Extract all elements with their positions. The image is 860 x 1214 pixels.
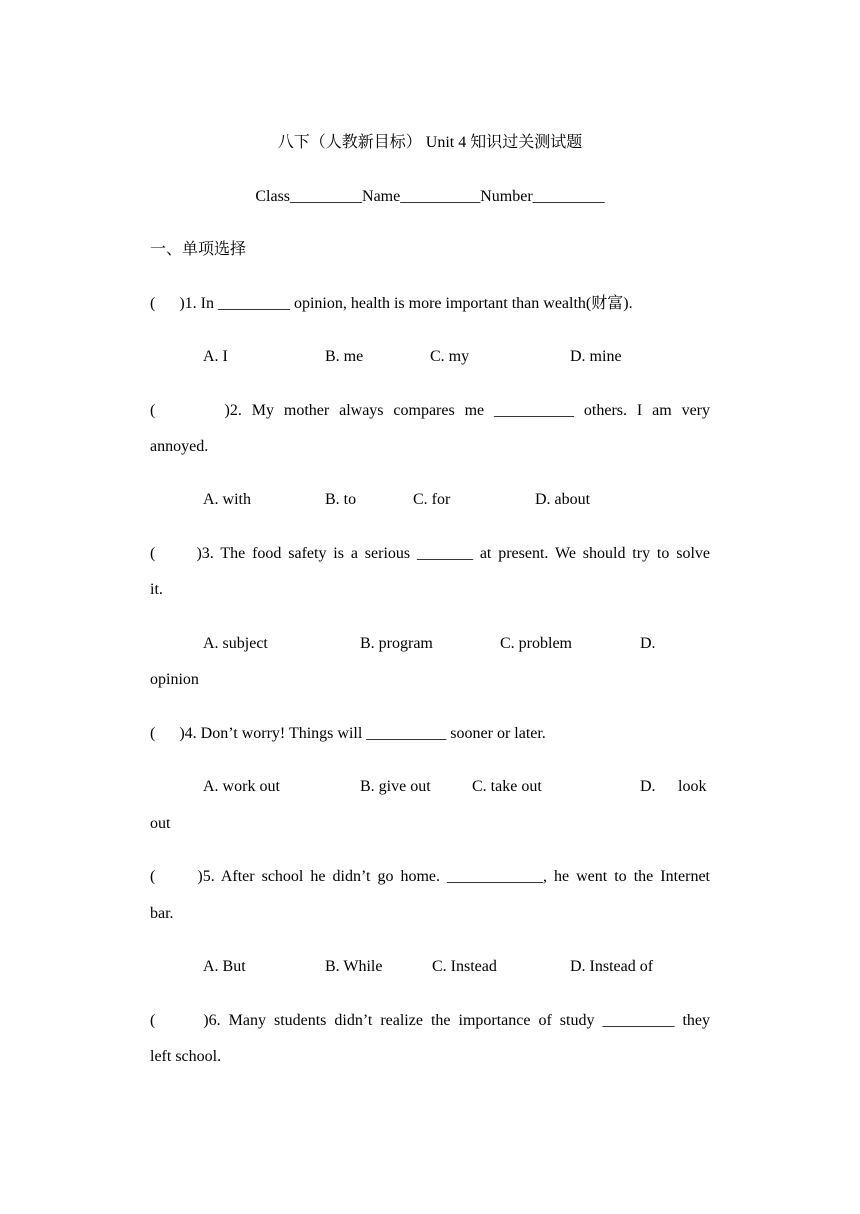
question-5-stem-line-2: bar. — [150, 905, 174, 922]
question-5-option-a: A. But — [203, 958, 246, 975]
question-4-option-d-text: look — [678, 778, 707, 795]
question-3-option-d: D. — [640, 635, 656, 652]
question-4-option-c: C. take out — [472, 778, 542, 795]
question-5-option-b: B. While — [325, 958, 383, 975]
question-2-option-d: D. about — [535, 491, 591, 508]
question-4-option-b: B. give out — [360, 778, 431, 795]
question-3-option-b: B. program — [360, 635, 433, 652]
question-1-stem: ( )1. In _________ opinion, health is more important than wealth(财富). — [150, 295, 633, 312]
question-1-option-b: B. me — [325, 348, 364, 365]
question-1-option-a: A. I — [203, 348, 228, 365]
question-2-option-b: B. to — [325, 491, 357, 508]
question-5-option-d: D. Instead of — [570, 958, 654, 975]
student-info-line: Class_________Name__________Number_________ — [255, 188, 605, 205]
question-4-option-d-wrap: out — [150, 815, 171, 832]
question-3-option-d-wrap: opinion — [150, 671, 199, 688]
question-1-option-c: C. my — [430, 348, 470, 365]
question-3-stem-line-2: it. — [150, 581, 163, 598]
question-3-option-a: A. subject — [203, 635, 268, 652]
page-title: 八下（人教新目标） Unit 4 知识过关测试题 — [277, 134, 583, 151]
question-2-stem-line-1: ( )2. My mother always compares me __________ others. I am very — [150, 402, 710, 419]
question-3-option-c: C. problem — [500, 635, 572, 652]
question-4-option-d: D. — [640, 778, 656, 795]
question-5-option-c: C. Instead — [432, 958, 497, 975]
question-4-stem: ( )4. Don’t worry! Things will __________ sooner or later. — [150, 725, 546, 742]
question-2-option-a: A. with — [203, 491, 251, 508]
question-5-stem-line-1: ( )5. After school he didn’t go home. ____________, he went to the Internet — [150, 868, 710, 885]
question-1-option-d: D. mine — [570, 348, 622, 365]
question-6-stem-line-2: left school. — [150, 1048, 222, 1065]
question-2-option-c: C. for — [413, 491, 451, 508]
question-6-stem-line-1: ( )6. Many students didn’t realize the importance of study _________ they — [150, 1012, 710, 1029]
section-heading: 一、单项选择 — [150, 241, 247, 258]
question-4-option-a: A. work out — [203, 778, 280, 795]
question-3-stem-line-1: ( )3. The food safety is a serious _______ at present. We should try to solve — [150, 545, 710, 562]
question-2-stem-line-2: annoyed. — [150, 438, 209, 455]
